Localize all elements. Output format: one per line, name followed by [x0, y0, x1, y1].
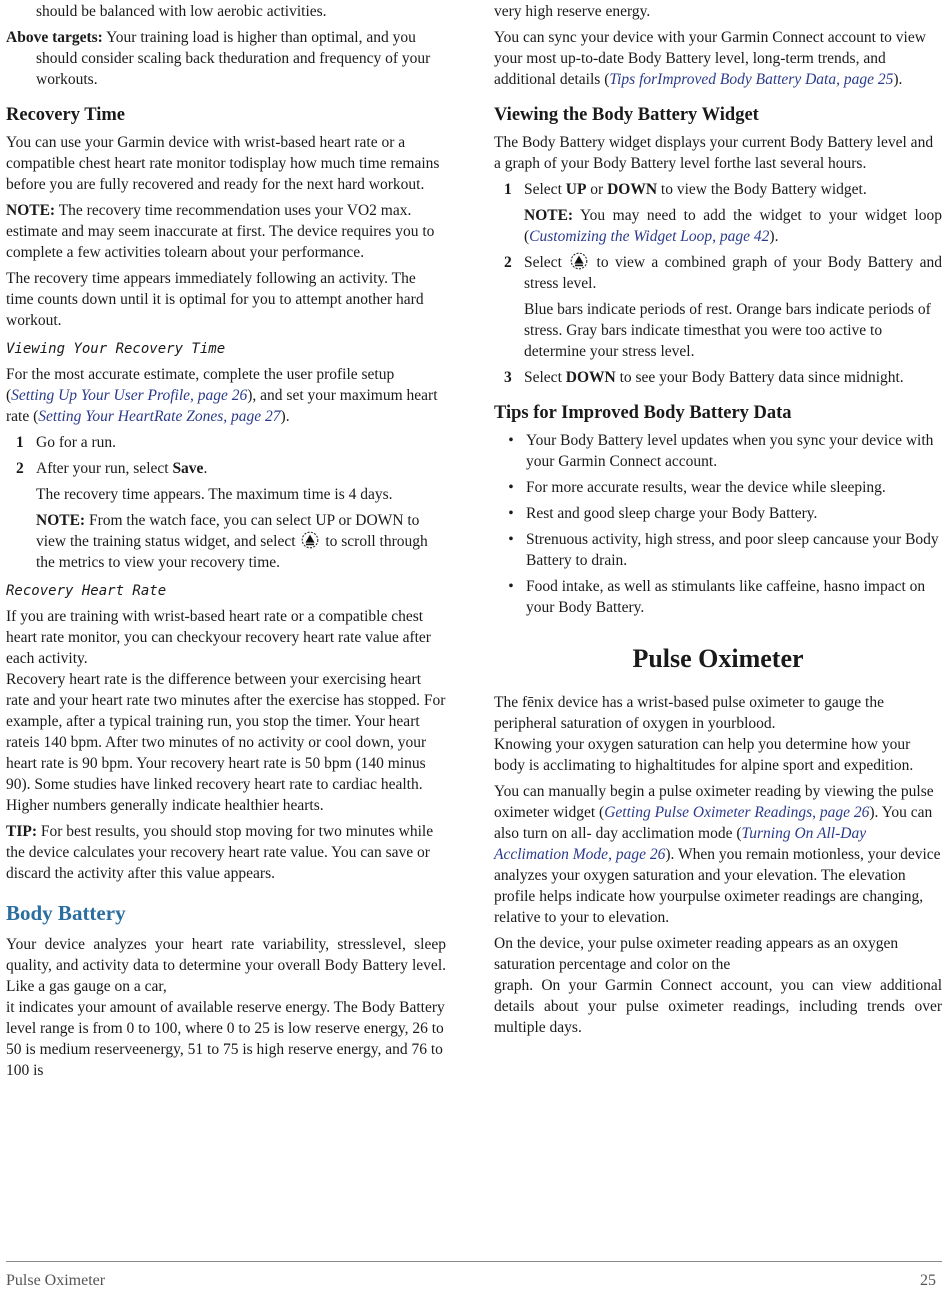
link-pulse-ox-readings[interactable]: Getting Pulse Oximeter Readings, page 26: [604, 804, 870, 821]
text: Select: [524, 369, 566, 386]
above-targets-item: [6, 27, 446, 90]
step-number: 3: [504, 369, 512, 386]
page-number: 25: [920, 1272, 936, 1289]
footer-divider: [6, 1261, 942, 1262]
text: ).: [769, 228, 779, 245]
step-item: [494, 252, 942, 294]
paragraph: The recovery time appears immediately following an activity. The time counts down until it is optimal for you to attempt another hard workout.: [6, 270, 424, 329]
bullet-icon: •: [508, 531, 514, 548]
list-item: [494, 430, 942, 472]
paragraph: Your device analyzes your heart rate variability, stresslevel, sleep quality, and activity data to determine your overall Body Battery level. Like a gas gauge on a car,: [6, 936, 446, 995]
paragraph: If you are training with wrist-based heart rate or a compatible chest heart rate monitor, you can checkyour recovery heart rate value after each activity.: [6, 608, 431, 667]
step-number: 1: [504, 181, 512, 198]
paragraph: Knowing your oxygen saturation can help you determine how your body is acclimating to highaltitudes for alpine sport and expedition.: [494, 736, 914, 774]
section-heading-body-battery: Body Battery: [6, 901, 126, 925]
list-item-text: Rest and good sleep charge your Body Battery.: [526, 505, 818, 522]
paragraph: it indicates your amount of available reserve energy. The Body Battery level range is from 0 to 100, where 0 to 25 is low reserve energy, 26 to 50 is medium reserveenergy, 51 to 75 is high reserve energy, and 76 to 100 is: [6, 999, 445, 1079]
text: ), and set your maximum heart rate (: [6, 387, 438, 425]
paragraph: The Body Battery widget displays your current Body Battery level and a graph of your Body Battery level forthe last several hours.: [494, 134, 934, 172]
section-heading-viewing-widget: Viewing the Body Battery Widget: [494, 105, 759, 125]
text: You can sync your device with your Garmin Connect account to view your most up-to-date Body Battery level, long-term trends, and additional details (: [494, 29, 926, 88]
link-acclimation-mode[interactable]: Turning On All-Day Acclimation Mode, page 26: [494, 825, 867, 863]
step-text: Go for a run.: [36, 434, 117, 451]
list-item: [494, 477, 942, 498]
paragraph: [6, 364, 446, 427]
list-item-text: For more accurate results, wear the device while sleeping.: [526, 479, 886, 496]
step-text: [36, 458, 446, 479]
tip-label: TIP:: [6, 823, 37, 840]
link-widget-loop[interactable]: Customizing the Widget Loop, page 42: [529, 228, 770, 245]
list-item: [494, 529, 942, 571]
tips-list: [494, 430, 942, 618]
text: From the watch face, you can select UP or DOWN to view the training status widget, and select: [36, 512, 420, 550]
step-text: [524, 367, 942, 388]
paragraph: Recovery heart rate is the difference between your exercising heart rate and your heart rate two minutes after the exercise has stopped. For example, after a typical training run, you stop the timer. Your heart rateis 140 bpm. After two minutes of no activity or cool down, your heart rate is 90 bpm. Your recovery heart rate is 50 bpm (140 minus 90). Some studies have linked recovery heart rate to cardiac health. Higher numbers generally indicate healthier hearts.: [6, 671, 446, 814]
text: .: [203, 460, 208, 477]
step-number: 2: [16, 460, 24, 477]
list-item: [494, 576, 942, 618]
step-text: [524, 252, 942, 294]
link-user-profile[interactable]: Setting Up Your User Profile, page 26: [11, 387, 248, 404]
section-heading-pulse-oximeter: Pulse Oximeter: [632, 644, 804, 673]
bullet-icon: •: [508, 578, 514, 595]
text: to scroll through the metrics to view your recovery time.: [36, 533, 428, 571]
note-label: NOTE:: [36, 512, 86, 529]
list-item: [494, 503, 942, 524]
paragraph: You can use your Garmin device with wrist-based heart rate or a compatible chest heart rate monitor todisplay how much time remains before you are fully recovered and ready for the next hard workout.: [6, 134, 440, 193]
note-paragraph: [494, 205, 942, 247]
bullet-icon: •: [508, 505, 514, 522]
paragraph: very high reserve energy.: [494, 3, 651, 20]
list-item-text: Your Body Battery level updates when you sync your device with your Garmin Connect account.: [526, 432, 934, 470]
term-text: Your training load is higher than optimal, and you should consider scaling back theduration and frequency of your workouts.: [36, 29, 431, 88]
left-column: [6, 0, 446, 1086]
text: ).: [280, 408, 290, 425]
step-number: 1: [16, 434, 24, 451]
note-label: NOTE:: [6, 202, 56, 219]
step-text: [524, 179, 942, 200]
note-label: NOTE:: [524, 207, 574, 224]
text: ).: [893, 71, 903, 88]
footer-section-title: Pulse Oximeter: [6, 1272, 106, 1289]
note-paragraph: [6, 510, 446, 573]
paragraph: [494, 27, 942, 90]
bullet-icon: •: [508, 432, 514, 449]
text: to view the Body Battery widget.: [657, 181, 867, 198]
text: or: [586, 181, 608, 198]
step-number: 2: [504, 254, 512, 271]
key-label: DOWN: [607, 181, 658, 198]
bullet-icon: •: [508, 479, 514, 496]
link-heart-rate-zones[interactable]: Setting Your HeartRate Zones, page 27: [38, 408, 281, 425]
section-heading-tips: Tips for Improved Body Battery Data: [494, 403, 792, 423]
key-label: DOWN: [565, 369, 616, 386]
paragraph: [494, 781, 942, 928]
step-item: [494, 179, 942, 200]
right-column: [494, 0, 942, 1043]
key-label: Save: [172, 460, 204, 477]
text: You can manually begin a pulse oximeter reading by viewing the pulse oximeter widget (: [494, 783, 934, 821]
subheading-viewing-recovery-time: Viewing Your Recovery Time: [6, 341, 226, 357]
note-text: The recovery time recommendation uses your VO2 max. estimate and may seem inaccurate at first. The device requires you to complete a few activities tolearn about your performance.: [6, 202, 435, 261]
step-result: The recovery time appears. The maximum time is 4 days.: [36, 486, 393, 503]
text: Select: [524, 181, 566, 198]
note-paragraph: [6, 200, 446, 263]
tip-text: For best results, you should stop moving for two minutes while the device calculates your recovery heart rate value. You can save or discard the activity after this value appears.: [6, 823, 434, 882]
link-tips-body-battery[interactable]: Tips forImproved Body Battery Data, page 25: [609, 71, 894, 88]
text: ). When you remain motionless, your device analyzes your oxygen saturation and your elevation. The elevation profile helps indicate how yourpulse oximeter readings are changing, relative to your to elevation.: [494, 846, 941, 926]
step-item: [6, 458, 446, 479]
step-item: [494, 367, 942, 388]
text: For the most accurate estimate, complete the user profile setup (: [6, 366, 395, 404]
text: to see your Body Battery data since midnight.: [615, 369, 904, 386]
text: Select: [524, 254, 569, 271]
subheading-recovery-heart-rate: Recovery Heart Rate: [6, 583, 167, 599]
text: to view a combined graph of your Body Battery and stress level.: [524, 254, 942, 292]
section-heading-recovery-time: Recovery Time: [6, 105, 126, 125]
text: ). You can also turn on all- day acclimation mode (: [494, 804, 933, 842]
step-result: Blue bars indicate periods of rest. Orange bars indicate periods of stress. Gray bars indicate timesthat you were too active to determine your stress level.: [524, 301, 931, 360]
paragraph: The fēnix device has a wrist-based pulse oximeter to gauge the peripheral saturation of oxygen in yourblood.: [494, 694, 884, 732]
text: After your run, select: [36, 460, 173, 477]
list-item-text: Strenuous activity, high stress, and poor sleep cancause your Body Battery to drain.: [526, 531, 939, 569]
list-item-text: Food intake, as well as stimulants like caffeine, hasno impact on your Body Battery.: [526, 578, 926, 616]
paragraph: should be balanced with low aerobic activities.: [36, 3, 327, 20]
tip-paragraph: [6, 821, 446, 884]
up-arrow-button-icon: [301, 531, 319, 549]
paragraph: graph. On your Garmin Connect account, you can view additional details about your pulse oximeter readings, including trends over multiple days.: [494, 977, 942, 1036]
text: You may need to add the widget to your widget loop (: [524, 207, 942, 245]
step-item: [6, 432, 446, 453]
up-arrow-button-icon: [570, 252, 588, 270]
paragraph: On the device, your pulse oximeter reading appears as an oxygen saturation percentage and color on the: [494, 935, 899, 973]
key-label: UP: [565, 181, 587, 198]
term-label: Above targets:: [6, 29, 103, 46]
